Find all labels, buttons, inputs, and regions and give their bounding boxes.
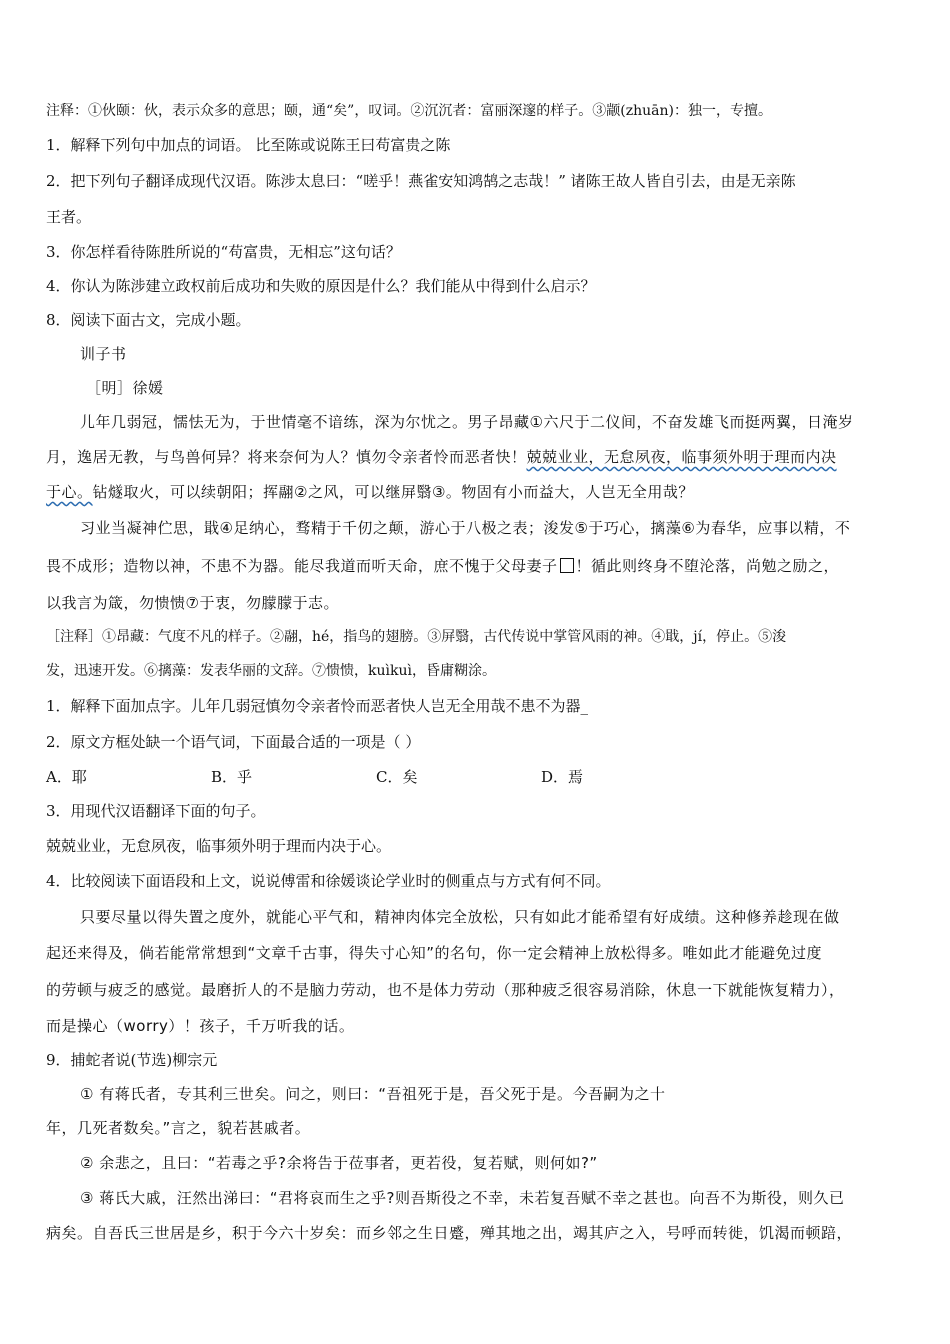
passage-line: 习业当凝神伫思，戢④足纳心，骛精于千仞之颠，游心于八极之表；浚发⑤于巧心，摛藻⑥为春华，应事以精，不 <box>80 519 851 537</box>
question-4: 4．你认为陈涉建立政权前后成功和失败的原因是什么？我们能从中得到什么启示？ <box>46 277 596 295</box>
sub-question-1: 1．解释下面加点字。儿年几弱冠慎勿令亲者怜而恶者快人岂无全用哉不患不为器_ <box>46 697 589 715</box>
passage-author: ［明］徐媛 <box>86 379 164 397</box>
annotation-line: 注释：①伙颐：伙，表示众多的意思；颐，通“矣”，叹词。②沉沉者：富丽深邃的样子。③颛(zhuān)：独一，专擅。 <box>46 103 773 119</box>
section-9-heading: 9．捕蛇者说(节选)柳宗元 <box>46 1051 218 1069</box>
underlined-sentence: 于心。 <box>46 483 93 501</box>
option-d[interactable]: D．焉 <box>541 768 584 786</box>
passage-text: 畏不成形；造物以神，不患不为器。能尽我道而听天命，庶不愧于父母妻子 <box>46 557 558 575</box>
sub-question-3: 3．用现代汉语翻译下面的句子。 <box>46 802 266 820</box>
comparison-passage-line: 起还来得及，倘若能常常想到“文章千古事，得失寸心知”的名句，你一定会精神上放松得多。唯如此才能避免过度 <box>46 944 823 962</box>
notes-line: 发，迅速开发。⑥摛藻：发表华丽的文辞。⑦愦愦，kuìkuì，昏庸糊涂。 <box>46 663 496 679</box>
notes-line: ［注释］①昂藏：气度不凡的样子。②翮，hé，指鸟的翅膀。③屏翳，古代传说中掌管风雨的神。④戢，jí，停止。⑤浚 <box>46 629 787 645</box>
passage-line <box>46 447 910 467</box>
passage-title: 训子书 <box>80 345 127 363</box>
snake-passage-line: 年，几死者数矣。”言之，貌若甚戚者。 <box>46 1119 311 1137</box>
question-1: 1．解释下列句中加点的词语。 比至陈或说陈王曰苟富贵之陈 <box>46 136 451 154</box>
sub-question-2: 2．原文方框处缺一个语气词，下面最合适的一项是（ ） <box>46 733 421 751</box>
passage-line <box>46 556 910 576</box>
passage-text: ！循此则终身不堕沦落，尚勉之励之， <box>575 557 840 575</box>
question-2: 2．把下列句子翻译成现代汉语。陈涉太息曰：“嗟乎！燕雀安知鸿鹄之志哉！” 诸陈王故人皆自引去，由是无亲陈 <box>46 172 796 190</box>
question-3: 3．你怎样看待陈胜所说的“苟富贵，无相忘”这句话？ <box>46 243 401 261</box>
passage-line <box>46 482 910 502</box>
underlined-sentence: 兢兢业业，无怠夙夜，临事须外明于理而内决 <box>526 448 837 466</box>
passage-line: 儿年几弱冠，懦怯无为，于世情毫不谙练，深为尔忧之。男子昂藏①六尺于二仪间，不奋发雄飞而挺两翼，日淹岁 <box>80 413 854 431</box>
snake-passage-line: ② 余悲之，且曰：“若毒之乎?余将告于莅事者，更若役，复若赋，则何如?” <box>80 1154 598 1172</box>
option-a[interactable]: A．耶 <box>46 768 87 786</box>
snake-passage-line: ① 有蒋氏者，专其利三世矣。问之，则曰：“吾祖死于是，吾父死于是。今吾嗣为之十 <box>80 1085 666 1103</box>
snake-passage-line: 病矣。自吾氏三世居是乡，积于今六十岁矣：而乡邻之生日蹙，殚其地之出，竭其庐之入，号呼而转徙，饥渴而顿踣， <box>46 1224 853 1242</box>
passage-text: 月，逸居无教，与鸟兽何异？将来奈何为人？慎勿令亲者怜而恶者快！ <box>46 448 527 466</box>
sub-question-4: 4．比较阅读下面语段和上文，说说傅雷和徐媛谈论学业时的侧重点与方式有何不同。 <box>46 872 611 890</box>
option-b[interactable]: B．乎 <box>211 768 253 786</box>
question-2-continued: 王者。 <box>46 208 92 226</box>
comparison-passage-line: 的劳顿与疲乏的感觉。最磨折人的不是脑力劳动，也不是体力劳动（那种疲乏很容易消除，休息一下就能恢复精力）， <box>46 981 845 999</box>
passage-line: 以我言为箴，勿愦愦⑦于衷，勿朦朦于志。 <box>46 594 339 612</box>
option-c[interactable]: C．矣 <box>376 768 418 786</box>
snake-passage-line: ③ 蒋氏大戚，汪然出涕曰：“君将哀而生之乎?则吾斯役之不幸，未若复吾赋不幸之甚也。向吾不为斯役，则久已 <box>80 1189 845 1207</box>
passage-text: 钻燧取火，可以续朝阳；挥翮②之风，可以继屏翳③。物固有小而益大，人岂无全用哉？ <box>92 483 694 501</box>
comparison-passage-line: 只要尽量以得失置之度外，就能心平气和，精神肉体完全放松，只有如此才能希望有好成绩。这种修养趁现在做 <box>80 908 840 926</box>
blank-box <box>560 558 574 573</box>
section-8-heading: 8．阅读下面古文，完成小题。 <box>46 311 251 329</box>
translation-sentence: 兢兢业业，无怠夙夜，临事须外明于理而内决于心。 <box>46 837 392 855</box>
comparison-passage-line: 而是操心（worry）！孩子，千万听我的话。 <box>46 1017 355 1035</box>
